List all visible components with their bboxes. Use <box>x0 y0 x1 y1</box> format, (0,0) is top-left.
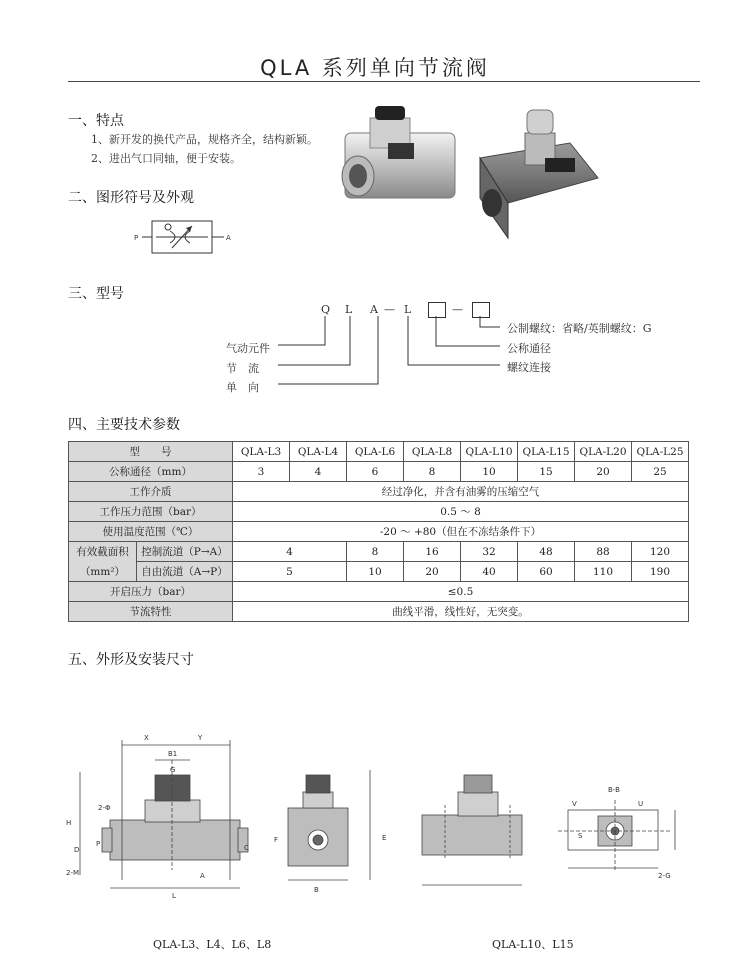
model-code-q: Q <box>321 303 331 316</box>
dim-a: A <box>200 872 205 880</box>
table-cell: 4 <box>290 462 347 482</box>
drawing-caption-right: QLA-L10、L15 <box>492 938 574 951</box>
features-heading: 一、特点 <box>68 113 124 129</box>
model-label-thread-type: 公制螺纹：省略/英制螺纹：G <box>507 322 652 335</box>
page-title: QLA 系列单向节流阀 <box>260 56 490 80</box>
table-cell: 0.5 ～ 8 <box>233 502 689 522</box>
product-photo <box>330 98 610 248</box>
dims-heading: 五、外形及安装尺寸 <box>68 652 194 668</box>
symbol-heading: 二、图形符号及外观 <box>68 190 194 206</box>
dimension-drawings <box>60 720 700 910</box>
table-label-area-unit: （mm²） <box>69 562 137 582</box>
dim-f: F <box>274 836 279 844</box>
table-cell: 20 <box>404 562 461 582</box>
table-cell: ≤0.5 <box>233 582 689 602</box>
table-header-model: 型 号 <box>69 442 233 462</box>
model-heading: 三、型号 <box>68 286 124 302</box>
dim-h: H <box>66 819 72 827</box>
table-cell: QLA-L3 <box>233 442 290 462</box>
table-cell: 3 <box>233 462 290 482</box>
dim-g: G <box>170 766 176 774</box>
table-cell: 4 <box>233 542 347 562</box>
table-label-temp: 使用温度范围（℃） <box>69 522 233 542</box>
table-label-controlled: 控制流道（P→A） <box>137 542 233 562</box>
dim-c: C <box>244 844 249 852</box>
table-cell: QLA-L8 <box>404 442 461 462</box>
table-label-free: 自由流道（A→P） <box>137 562 233 582</box>
model-label-pneumatic: 气动元件 <box>226 342 270 355</box>
table-cell: 15 <box>518 462 575 482</box>
dim-bb: B-B <box>608 786 620 794</box>
table-cell: 5 <box>233 562 347 582</box>
table-cell: 110 <box>575 562 632 582</box>
specs-heading: 四、主要技术参数 <box>68 417 180 433</box>
valve-symbol-icon <box>120 215 240 260</box>
model-label-throttle: 节 流 <box>226 362 259 375</box>
model-code-l: L <box>345 303 353 316</box>
table-row <box>69 562 689 582</box>
dim-l: L <box>172 892 176 900</box>
table-cell: 40 <box>461 562 518 582</box>
table-cell: 经过净化，并含有油雾的压缩空气 <box>233 482 689 502</box>
dim-s: S <box>578 832 583 840</box>
table-row <box>69 602 689 622</box>
table-row <box>69 542 689 562</box>
table-cell: 60 <box>518 562 575 582</box>
dim-v: V <box>572 800 577 808</box>
table-cell: 10 <box>461 462 518 482</box>
feature-item-1: 1、新开发的换代产品，规格齐全，结构新颖。 <box>91 133 318 146</box>
table-cell: 10 <box>347 562 404 582</box>
table-cell: 6 <box>347 462 404 482</box>
table-cell: QLA-L20 <box>575 442 632 462</box>
model-code-dash-2: — <box>452 303 463 316</box>
title-divider <box>68 81 700 82</box>
table-cell: 16 <box>404 542 461 562</box>
drawing-caption-left: QLA-L3、L4、L6、L8 <box>153 938 272 951</box>
dim-phi: 2-Φ <box>98 804 111 812</box>
dim-d: D <box>74 846 80 854</box>
model-label-thread-conn: 螺纹连接 <box>507 361 551 374</box>
table-cell: -20 ～ +80（但在不冻结条件下） <box>233 522 689 542</box>
table-row <box>69 482 689 502</box>
table-cell: QLA-L10 <box>461 442 518 462</box>
table-cell: 曲线平滑，线性好，无突变。 <box>233 602 689 622</box>
table-cell: 32 <box>461 542 518 562</box>
table-label-pressure: 工作压力范围（bar） <box>69 502 233 522</box>
dim-p: P <box>96 840 101 848</box>
table-cell: 190 <box>632 562 689 582</box>
table-row <box>69 442 689 462</box>
model-code-a: A <box>370 303 378 316</box>
table-row <box>69 462 689 482</box>
table-cell: 20 <box>575 462 632 482</box>
dim-y: Y <box>198 734 203 742</box>
table-label-bore: 公称通径（mm） <box>69 462 233 482</box>
table-cell: 8 <box>347 542 404 562</box>
table-row <box>69 502 689 522</box>
table-cell: 88 <box>575 542 632 562</box>
dim-2m: 2-M <box>66 869 80 877</box>
dim-e: E <box>382 834 387 842</box>
table-cell: QLA-L25 <box>632 442 689 462</box>
dim-u: U <box>638 800 644 808</box>
model-label-oneway: 单 向 <box>226 381 259 394</box>
model-label-bore: 公称通径 <box>507 342 551 355</box>
table-row <box>69 522 689 542</box>
table-cell: 8 <box>404 462 461 482</box>
dim-b1: B1 <box>168 750 178 758</box>
table-label-medium: 工作介质 <box>69 482 233 502</box>
feature-item-2: 2、进出气口同轴，便于安装。 <box>91 152 241 165</box>
table-cell: QLA-L15 <box>518 442 575 462</box>
table-row <box>69 582 689 602</box>
model-leader-lines <box>270 316 510 396</box>
table-cell: QLA-L6 <box>347 442 404 462</box>
table-label-characteristic: 节流特性 <box>69 602 233 622</box>
symbol-port-a: A <box>226 234 231 242</box>
symbol-port-p: P <box>134 234 139 242</box>
spec-table <box>68 441 689 622</box>
model-code-dash-1: — <box>384 303 395 316</box>
dim-2g: 2-G <box>658 872 671 880</box>
table-cell: 120 <box>632 542 689 562</box>
table-label-opening: 开启压力（bar） <box>69 582 233 602</box>
table-cell: QLA-L4 <box>290 442 347 462</box>
dim-b: B <box>314 886 319 894</box>
model-code-l2: L <box>404 303 412 316</box>
table-cell: 25 <box>632 462 689 482</box>
table-cell: 48 <box>518 542 575 562</box>
dim-x: X <box>144 734 149 742</box>
table-label-area: 有效截面积 <box>69 542 137 562</box>
